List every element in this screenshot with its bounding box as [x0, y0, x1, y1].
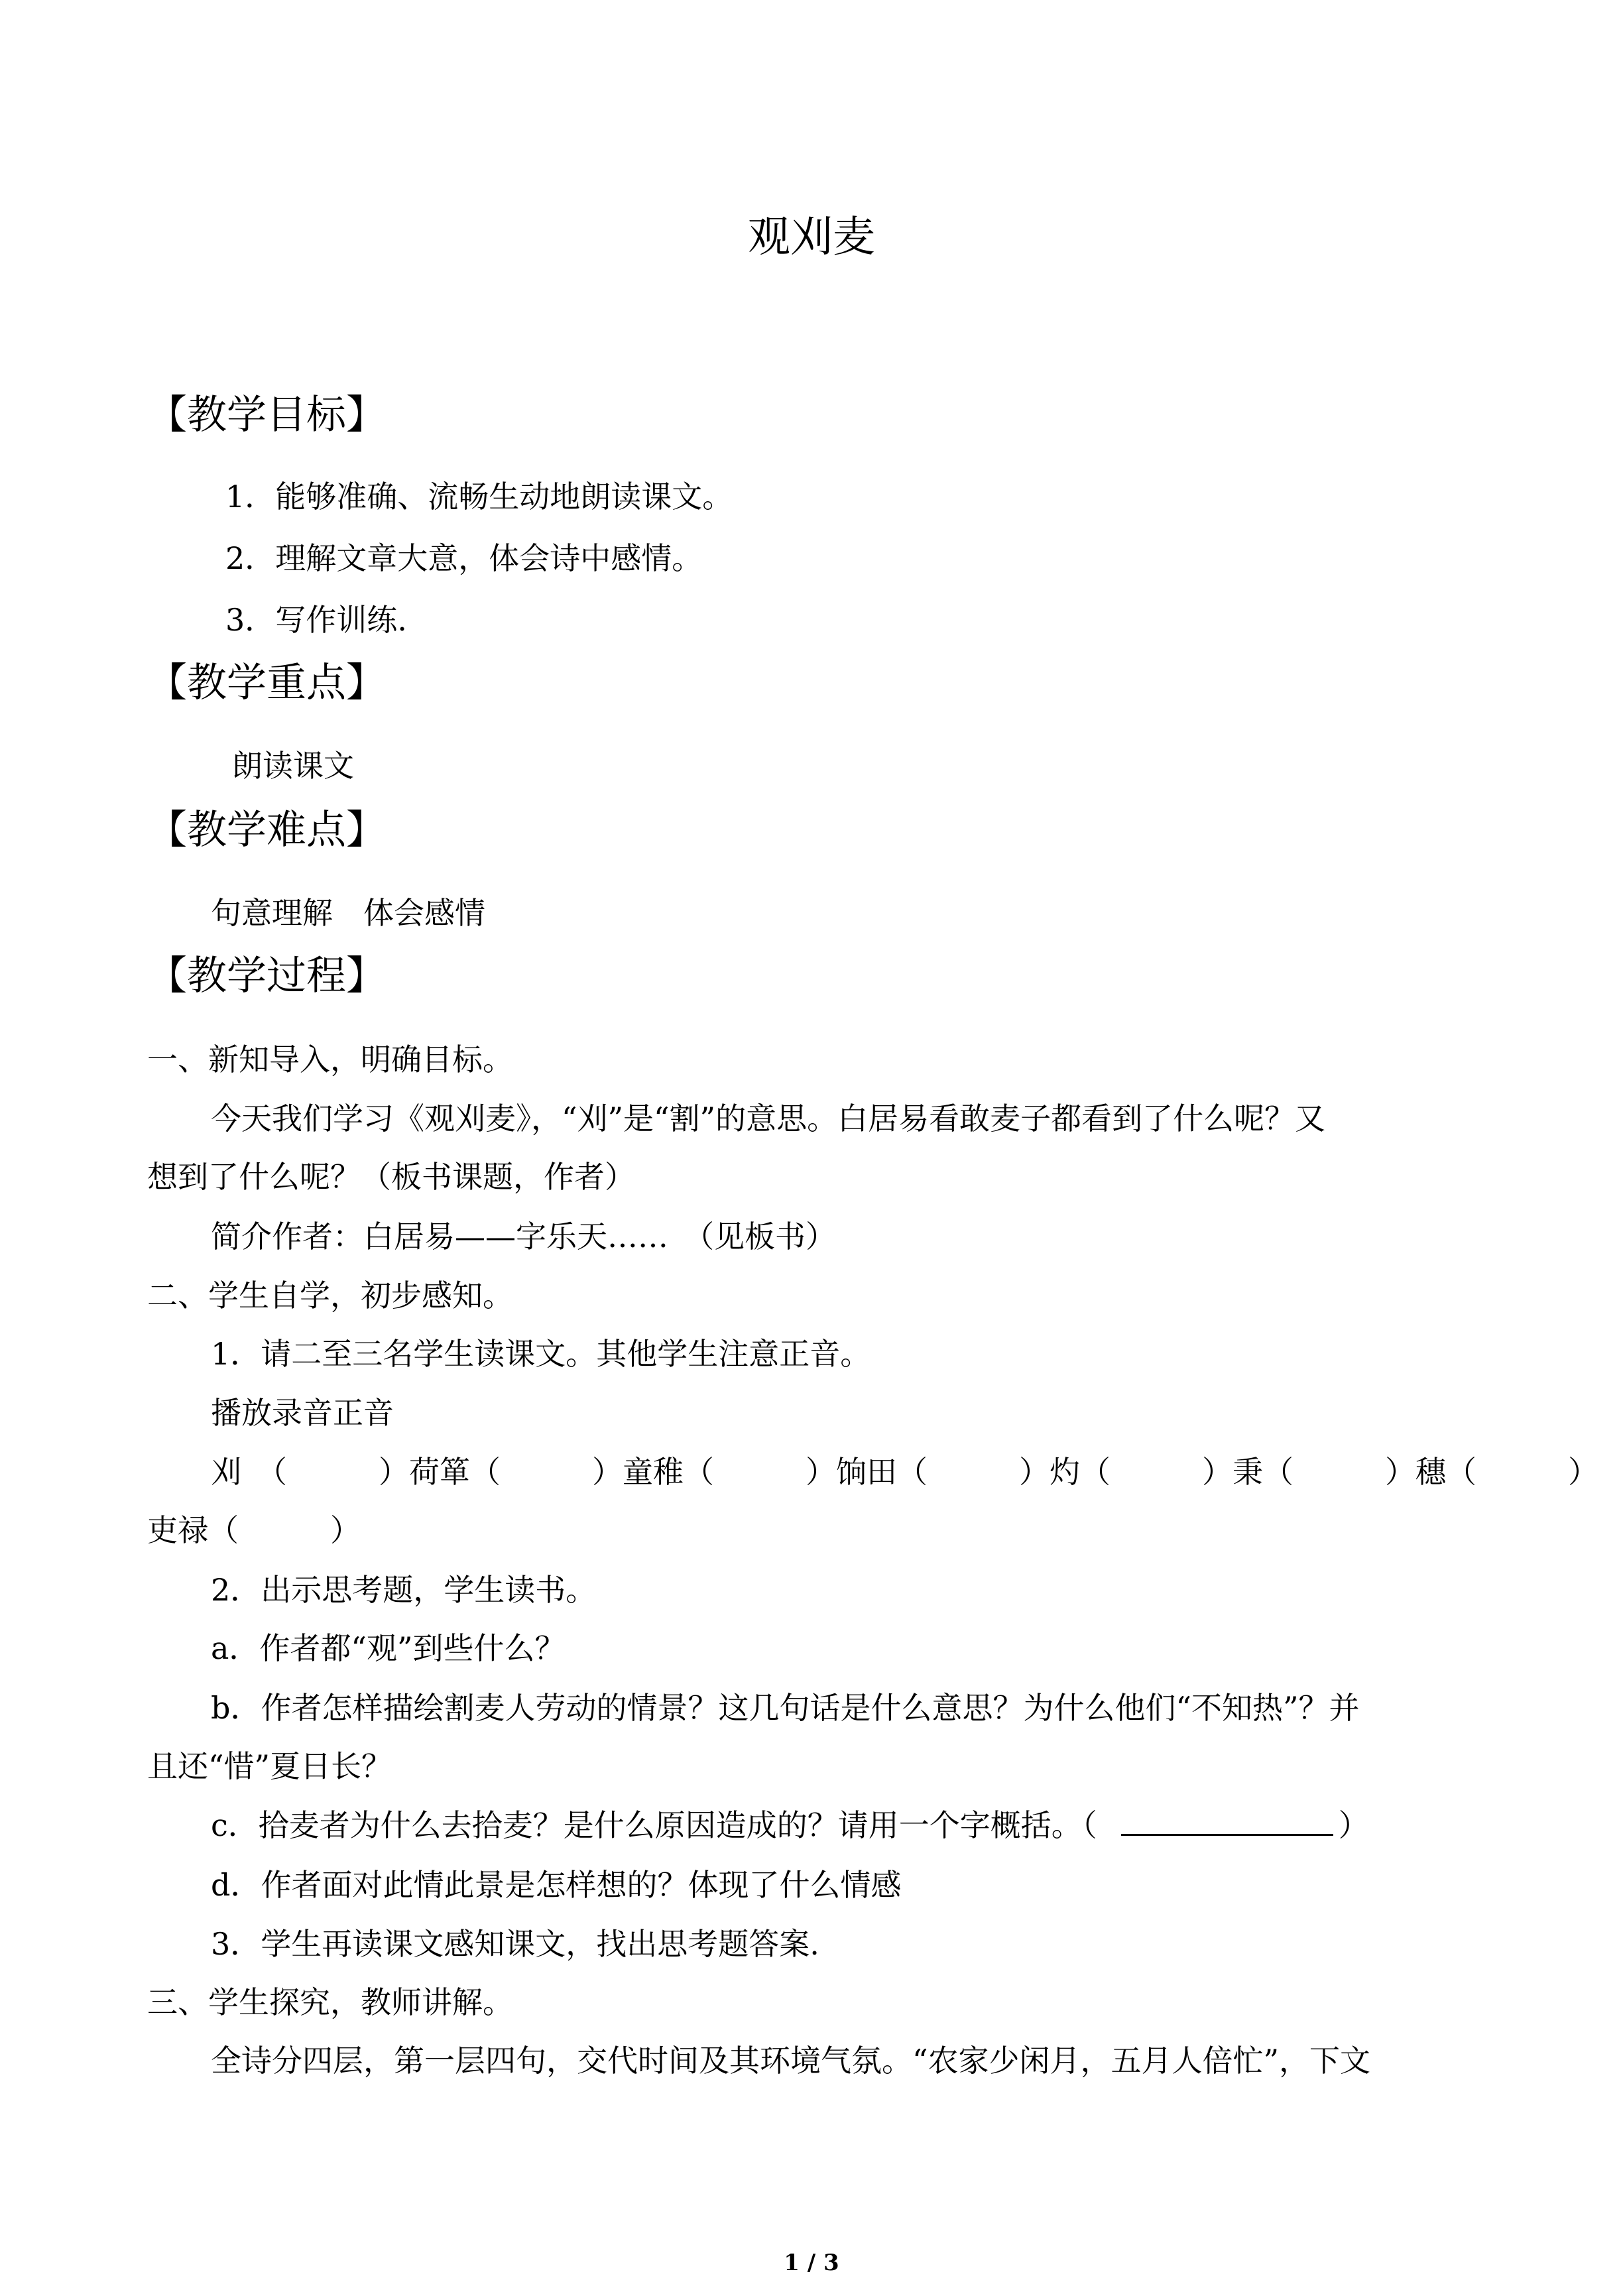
pinyin-item: 荷箪（ ） — [409, 1454, 623, 1490]
question-c-text: c．拾麦者为什么去拾麦？是什么原因造成的？请用一个字概括。（ — [211, 1807, 1097, 1843]
step2-item-3: 3．学生再读课文感知课文，找出思考题答案. — [211, 1926, 819, 1962]
question-b-line2: 且还“惜”夏日长？ — [147, 1748, 392, 1784]
step2-item-1: 1．请二至三名学生读课文。其他学生注意正音。 — [211, 1336, 871, 1372]
step1-paragraph-line1: 今天我们学习《观刈麦》，“刈”是“割”的意思。白居易看敢麦子都看到了什么呢？又 — [211, 1101, 1326, 1136]
pinyin-item: 秉（ ） — [1232, 1454, 1415, 1490]
goal-item-1: 1．能够准确、流畅生动地朗读课文。 — [225, 479, 733, 514]
page-number: 1 / 3 — [784, 2250, 839, 2276]
goal-item-3: 3．写作训练. — [225, 602, 407, 638]
question-c-close: ） — [1338, 1807, 1369, 1843]
pinyin-item: 灼（ ） — [1050, 1454, 1232, 1490]
focus-text: 朗读课文 — [232, 748, 354, 784]
question-d: d．作者面对此情此景是怎样想的？体现了什么情感 — [211, 1867, 902, 1903]
question-b-line1: b．作者怎样描绘割麦人劳动的情景？这几句话是什么意思？为什么他们“不知热”？并 — [211, 1690, 1360, 1726]
step2-item-2: 2．出示思考题，学生读书。 — [211, 1572, 597, 1608]
step1-paragraph-line2: 想到了什么呢？（板书课题，作者） — [147, 1159, 635, 1195]
heading-teaching-difficulty: 【教学难点】 — [147, 807, 386, 853]
step3-paragraph: 全诗分四层，第一层四句，交代时间及其环境气氛。“农家少闲月，五月人倍忙”，下文 — [211, 2043, 1371, 2079]
step2-play-recording: 播放录音正音 — [211, 1395, 394, 1431]
goal-item-2: 2．理解文章大意，体会诗中感情。 — [225, 540, 703, 576]
difficulty-text: 句意理解 体会感情 — [211, 895, 485, 931]
step3-title: 三、学生探究，教师讲解。 — [147, 1984, 513, 2020]
answer-blank — [1121, 1806, 1333, 1836]
step1-title: 一、新知导入，明确目标。 — [147, 1042, 513, 1077]
heading-teaching-process: 【教学过程】 — [147, 953, 386, 999]
pinyin-item: 刈 （ ） — [211, 1454, 409, 1490]
step1-author-intro: 简介作者：白居易——字乐天…… （见板书） — [211, 1219, 836, 1254]
document-title: 观刈麦 — [748, 213, 875, 262]
pinyin-item: 饷田（ ） — [836, 1454, 1050, 1490]
pinyin-item: 穗（ ） — [1415, 1454, 1598, 1490]
pinyin-item: 童稚（ ） — [623, 1454, 836, 1490]
step2-title: 二、学生自学，初步感知。 — [147, 1278, 513, 1313]
heading-teaching-goals: 【教学目标】 — [147, 392, 386, 438]
heading-teaching-focus: 【教学重点】 — [147, 660, 386, 706]
question-c — [211, 1805, 1369, 1845]
pinyin-exercise-row — [211, 1452, 1598, 1492]
question-a: a．作者都“观”到些什么？ — [211, 1630, 566, 1666]
pinyin-item-last: 吏禄（ ） — [147, 1512, 361, 1548]
